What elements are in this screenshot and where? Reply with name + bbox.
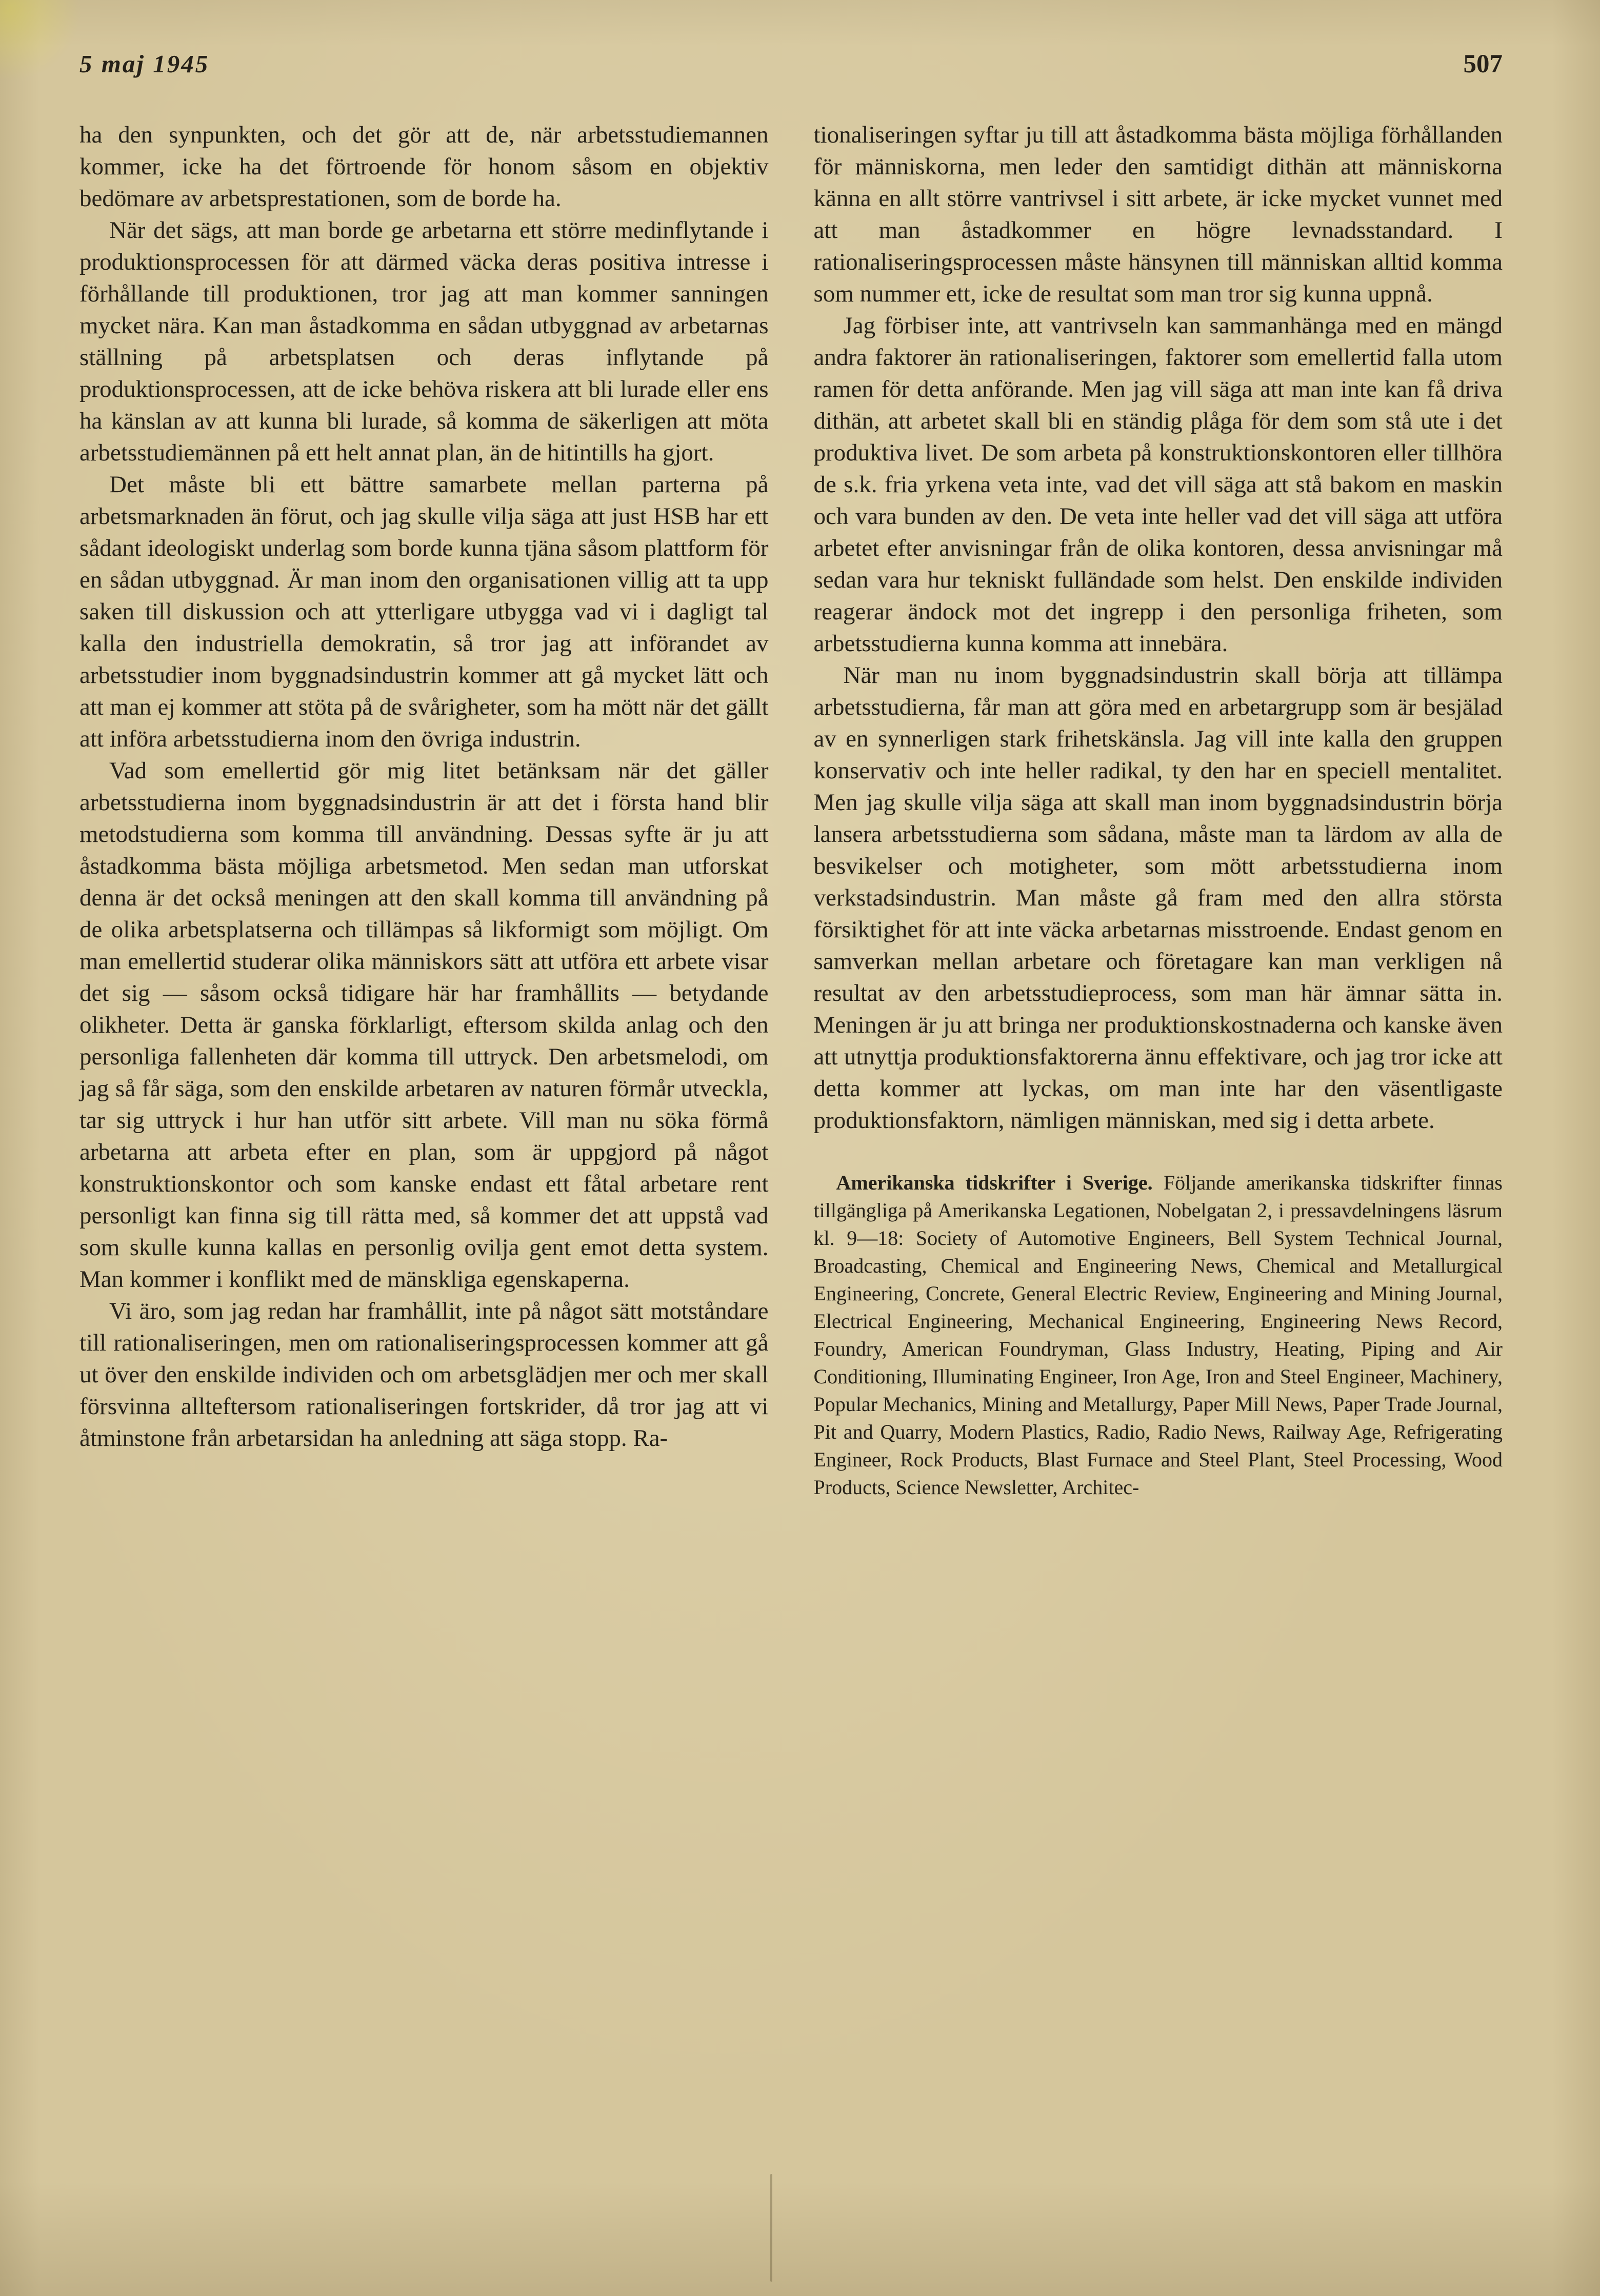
paragraph: ha den synpunkten, och det gör att de, när arbetsstudiemannen kommer, icke ha det förtroende för honom såsom en objektiv bedömare av arbetsprestationen, som de borde ha. [79, 122, 769, 212]
right-column-body [814, 119, 1503, 1136]
page-header [79, 49, 1503, 79]
paragraph: Vi äro, som jag redan har framhållit, inte på något sätt motståndare till rationaliseringen, men om rationaliseringsprocessen kommer att gå ut över den enskilde individen och om arbetsglädjen mer och mer skall försvinna allteftersom rationaliseringen fortskrider, då tror jag att vi åtminstone från arbetarsidan ha anledning att säga stopp. Ra- [79, 1298, 769, 1452]
paragraph: När det sägs, att man borde ge arbetarna ett större medinflytande i produktionsprocessen för att därmed väcka deras positiva intresse i förhållande till produktionen, tror jag att man kommer sanningen mycket nära. Kan man åstadkomma en sådan utbyggnad av arbetarnas ställning på arbetsplatsen och deras inflytande på produktionsprocessen, att de icke behöva riskera att bli lurade eller ens ha känslan av att kunna bli lurade, så komma de säkerligen att möta arbetsstudiemännen på ett helt annat plan, än de hitintills ha gjort. [79, 217, 769, 466]
notice-american-periodicals [814, 1169, 1503, 1501]
right-column [814, 119, 1503, 1501]
scan-artifact [770, 2174, 772, 2282]
left-column [79, 119, 769, 1501]
paragraph: När man nu inom byggnadsindustrin skall börja att tillämpa arbetsstudierna, får man att göra med en arbetargrupp som är besjälad av en synnerligen stark frihetskänsla. Jag vill inte kalla den gruppen konservativ och inte heller radikal, ty den har en speciell mentalitet. Men jag skulle vilja säga att skall man inom byggnadsindustrin börja lansera arbetsstudierna som sådana, måste man ta lärdom av alla de besvikelser och motigheter, som mött arbetsstudierna inom verkstadsindustrin. Man måste gå fram med den allra största försiktighet för att inte väcka arbetarnas misstroende. Endast genom en samverkan mellan arbetare och företagare kan man verkligen nå resultat av den arbetsstudieprocess, som man här ämnar sätta in. Meningen är ju att bringa ner produktionskostnaderna och kanske även att utnyttja produktionsfaktorerna ännu effektivare, och jag tror icke att detta kommer att lyckas, om man inte har den väsentligaste produktionsfaktorn, nämligen människan, med sig i detta arbete. [813, 662, 1503, 1134]
notice-paragraph [814, 1169, 1503, 1501]
paragraph: tionaliseringen syftar ju till att åstadkomma bästa möjliga förhållanden för människorna, men leder den samtidigt dithän att människorna känna en allt större vantrivsel i sitt arbete, är icke mycket vunnet med att man åstadkommer en högre levnadsstandard. I rationaliseringsprocessen måste hänsynen till människan alltid komma som nummer ett, icke de resultat som man tror sig kunna uppnå. [813, 122, 1503, 307]
paragraph: Det måste bli ett bättre samarbete mellan parterna på arbetsmarknaden än förut, och jag skulle vilja säga att just HSB har ett sådant ideologiskt underlag som borde kunna tjäna såsom plattform för en sådan utbyggnad. Är man inom den organisationen villig att ta upp saken till diskussion och att ytterligare utbygga vad vi i dagligt tal kalla den industriella demokratin, så tror jag att införandet av arbetsstudier inom byggnadsindustrin kommer att gå mycket lätt och att man ej kommer att stöta på de svårigheter, som ha mött när det gällt att införa arbetsstudierna inom den övriga industrin. [79, 471, 769, 752]
page-number: 507 [1463, 50, 1503, 78]
page-date: 5 maj 1945 [79, 50, 210, 78]
paragraph: Vad som emellertid gör mig litet betänksam när det gäller arbetsstudierna inom byggnadsindustrin är att det i första hand blir metodstudierna som komma till användning. Dessas syfte är ju att åstadkomma bästa möjliga arbetsmetod. Men sedan man utforskat denna är det också meningen att den skall komma till användning på de olika arbetsplatserna och tillämpas så likformigt som möjligt. Om man emellertid studerar olika människors sätt att utföra ett arbete visar det sig — såsom också tidigare här har framhållits — betydande olikheter. Detta är ganska förklarligt, eftersom skilda anlag och den personliga fallenheten där komma till uttryck. Den arbetsmelodi, om jag så får säga, som den enskilde arbetaren av naturen förmår utveckla, tar sig uttryck i hur han utför sitt arbete. Vill man nu söka förmå arbetarna att arbeta efter en plan, som är uppgjord på något konstruktionskontor och som kanske endast ett fåtal arbetare rent personligt kan finna sig till rätta med, så kommer det att uppstå vad som skulle kunna kallas en personlig ovilja gent emot detta system. Man kommer i konflikt med de mänskliga egenskaperna. [79, 757, 769, 1293]
two-column-text [79, 119, 1503, 1501]
paragraph: Jag förbiser inte, att vantrivseln kan sammanhänga med en mängd andra faktorer än rationaliseringen, faktorer som emellertid falla utom ramen för detta anförande. Men jag vill säga att man inte kan få driva dithän, att arbetet skall bli en ständig plåga för dem som stå ute i det produktiva livet. De som arbeta på konstruktionskontoren eller tillhöra de s.k. fria yrkena veta inte, vad det vill säga att stå bakom en maskin och vara bunden av den. De veta inte heller vad det vill säga att utföra arbetet efter anvisningar från de olika kontoren, dessa anvisningar må sedan vara hur tekniskt fulländade som helst. Den enskilde individen reagerar ändock mot det ingrepp i den personliga friheten, som arbetsstudierna kunna komma att innebära. [813, 312, 1503, 657]
notice-body: Följande amerikanska tidskrifter finnas tillgängliga på Amerikanska Legationen, Nobelgatan 2, i pressavdelningens läsrum kl. 9—18: Society of Automotive Engineers, Bell System Technical Journal, Broadcasting, Chemical and Engineering News, Chemical and Metallurgical Engineering, Concrete, General Electric Review, Engineering and Mining Journal, Electrical Engineering, Mechanical Engineering, Engineering News Record, Foundry, American Foundryman, Glass Industry, Heating, Piping and Air Conditioning, Illuminating Engineer, Iron Age, Iron and Steel Engineer, Machinery, Popular Mechanics, Mining and Metallurgy, Paper Mill News, Paper Trade Journal, Pit and Quarry, Modern Plastics, Radio, Radio News, Railway Age, Refrigerating Engineer, Rock Products, Blast Furnace and Steel Plant, Steel Processing, Wood Products, Science Newsletter, Architec- [813, 1171, 1503, 1499]
notice-title: Amerikanska tidskrifter i Sverige. [836, 1171, 1153, 1194]
